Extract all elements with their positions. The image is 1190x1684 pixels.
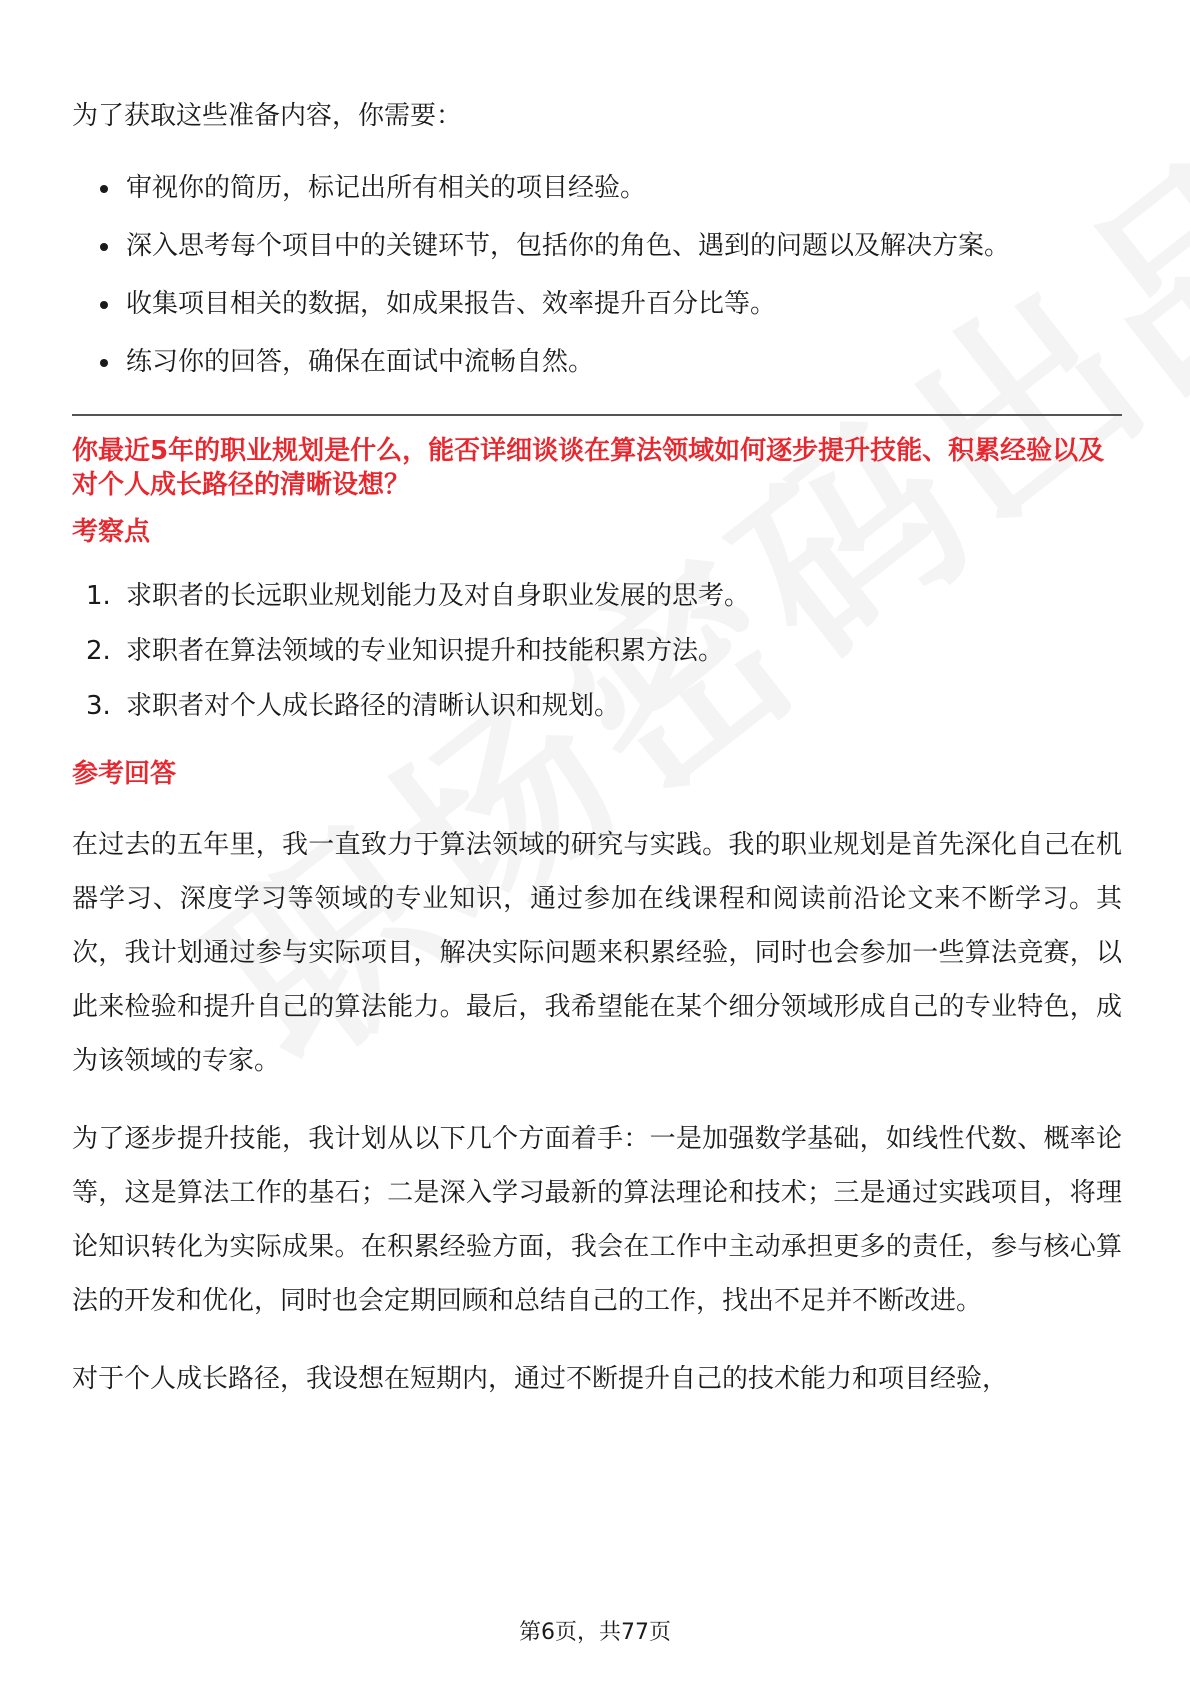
list-item [72, 226, 1122, 266]
bullet-dot-icon [100, 359, 108, 367]
list-item-text: 求职者对个人成长路径的清晰认识和规划。 [126, 691, 621, 721]
bullet-dot-icon [100, 185, 108, 193]
interview-question: 你最近5年的职业规划是什么，能否详细谈谈在算法领域如何逐步提升技能、积累经验以及对个人成长路径的清晰设想？ [72, 436, 1105, 500]
list-item-number: 1. [86, 581, 111, 611]
list-item-text: 练习你的回答，确保在面试中流畅自然。 [126, 347, 595, 377]
section-divider [72, 414, 1122, 416]
list-item-text: 深入思考每个项目中的关键环节，包括你的角色、遇到的问题以及解决方案。 [126, 231, 1011, 261]
list-item [72, 686, 1122, 726]
bullet-dot-icon [100, 301, 108, 309]
list-item-text: 审视你的简历，标记出所有相关的项目经验。 [126, 173, 647, 203]
bullet-dot-icon [100, 243, 108, 251]
answer-paragraph: 在过去的五年里，我一直致力于算法领域的研究与实践。我的职业规划是首先深化自己在机器学习、深度学习等领域的专业知识，通过参加在线课程和阅读前沿论文来不断学习。其次，我计划通过参与实际项目，解决实际问题来积累经验，同时也会参加一些算法竞赛，以此来检验和提升自己的算法能力。最后，我希望能在某个细分领域形成自己的专业特色，成为该领域的专家。 [72, 830, 1122, 1076]
page-number: 第6页，共77页 [519, 1620, 671, 1645]
list-item-text: 求职者的长远职业规划能力及对自身职业发展的思考。 [126, 581, 751, 611]
assessment-heading: 考察点 [72, 517, 151, 547]
assessment-list [72, 576, 1122, 726]
list-item [72, 168, 1122, 208]
answer-paragraph: 为了逐步提升技能，我计划从以下几个方面着手：一是加强数学基础，如线性代数、概率论等，这是算法工作的基石；二是深入学习最新的算法理论和技术；三是通过实践项目，将理论知识转化为实际成果。在积累经验方面，我会在工作中主动承担更多的责任，参与核心算法的开发和优化，同时也会定期回顾和总结自己的工作，找出不足并不断改进。 [72, 1124, 1122, 1316]
answer-paragraph: 对于个人成长路径，我设想在短期内，通过不断提升自己的技术能力和项目经验， [72, 1364, 1009, 1394]
preparation-list [72, 168, 1122, 382]
list-item [72, 631, 1122, 671]
list-item-text: 收集项目相关的数据，如成果报告、效率提升百分比等。 [126, 289, 777, 319]
intro-text: 为了获取这些准备内容，你需要： [72, 101, 463, 131]
list-item [72, 284, 1122, 324]
list-item-number: 2. [86, 636, 111, 666]
list-item-number: 3. [86, 691, 111, 721]
page-content [72, 96, 1122, 1430]
list-item [72, 342, 1122, 382]
list-item-text: 求职者在算法领域的专业知识提升和技能积累方法。 [126, 636, 725, 666]
list-item [72, 576, 1122, 616]
answer-heading: 参考回答 [72, 759, 177, 789]
